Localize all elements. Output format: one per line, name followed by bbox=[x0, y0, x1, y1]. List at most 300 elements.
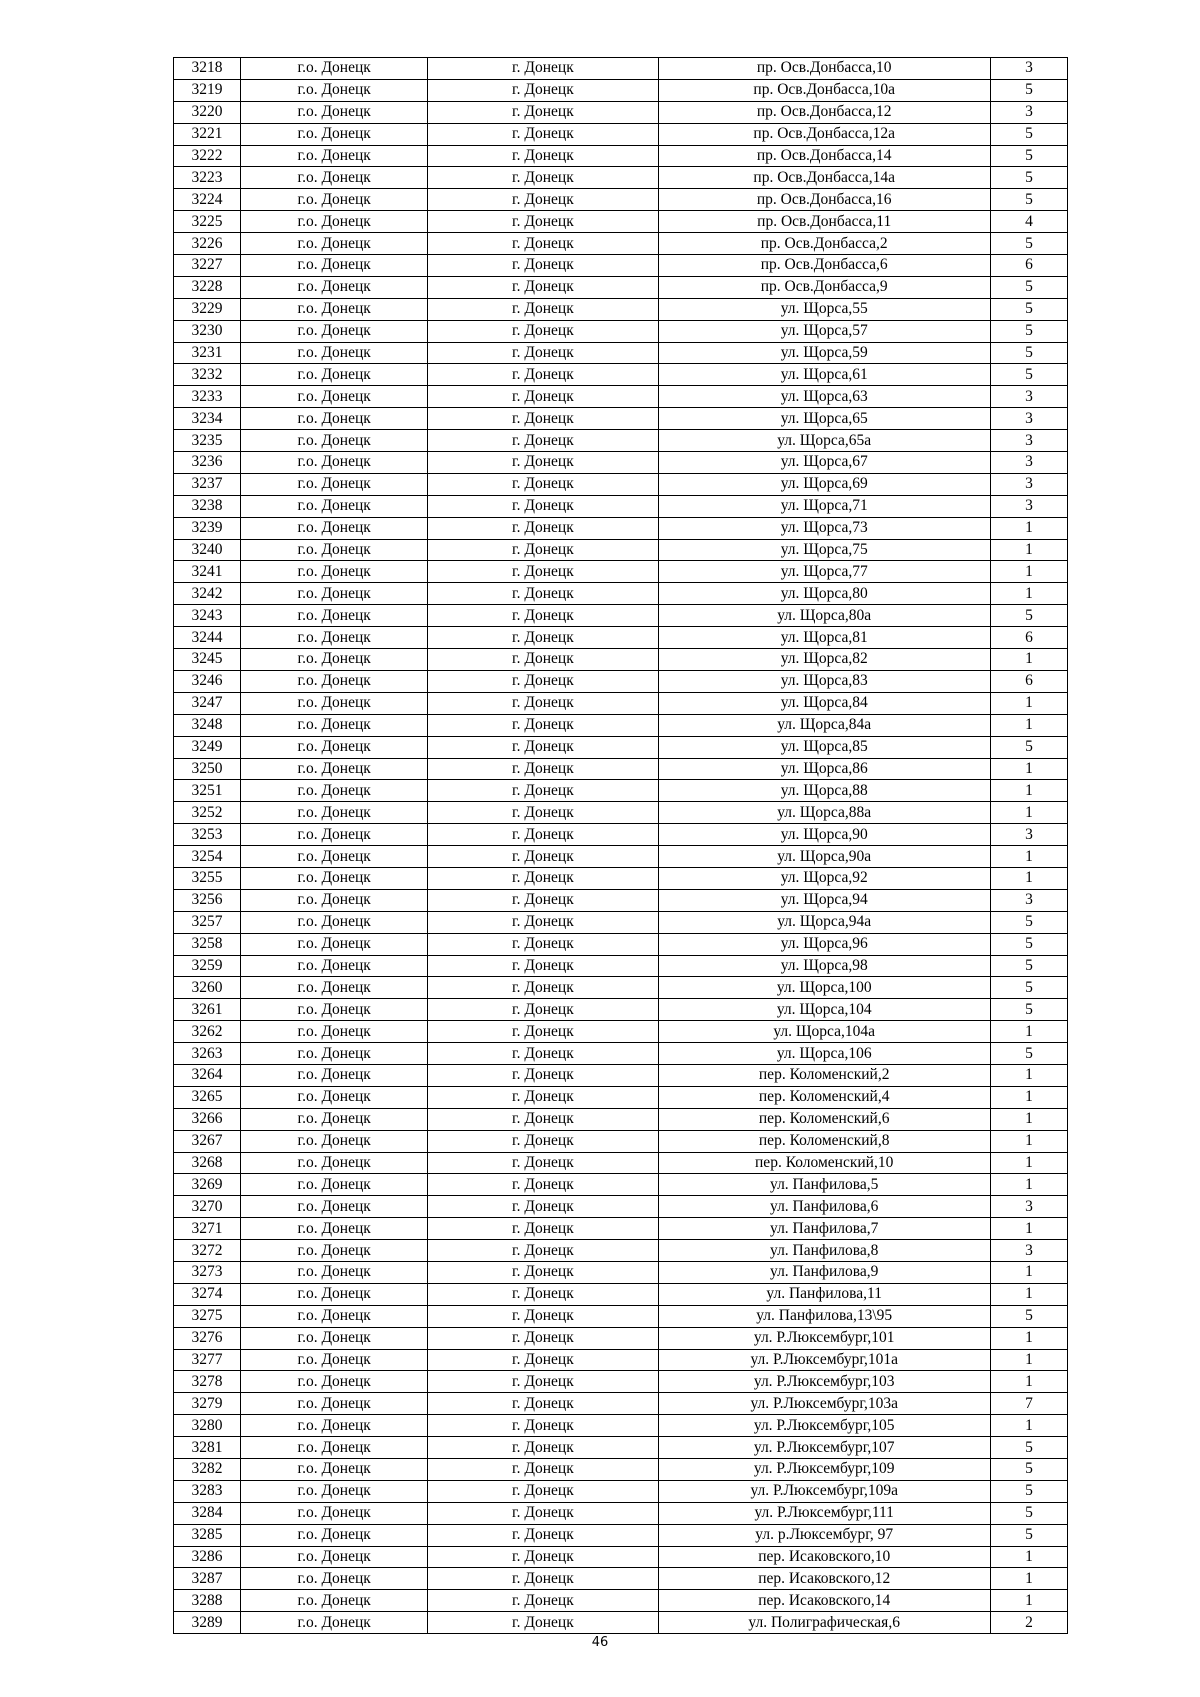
city-cell: г. Донецк bbox=[428, 452, 658, 474]
table-row bbox=[174, 1349, 1068, 1371]
row-number-cell: 3230 bbox=[174, 320, 241, 342]
count-cell: 1 bbox=[990, 1086, 1067, 1108]
district-cell: г.о. Донецк bbox=[241, 1174, 428, 1196]
city-cell: г. Донецк bbox=[428, 1305, 658, 1327]
row-number-cell: 3232 bbox=[174, 364, 241, 386]
count-cell: 1 bbox=[990, 1152, 1067, 1174]
table-row bbox=[174, 561, 1068, 583]
count-cell: 5 bbox=[990, 1524, 1067, 1546]
table-row bbox=[174, 1108, 1068, 1130]
city-cell: г. Донецк bbox=[428, 408, 658, 430]
table-row bbox=[174, 889, 1068, 911]
count-cell: 1 bbox=[990, 649, 1067, 671]
row-number-cell: 3229 bbox=[174, 298, 241, 320]
district-cell: г.о. Донецк bbox=[241, 583, 428, 605]
address-cell: ул. Щорса,96 bbox=[658, 933, 990, 955]
row-number-cell: 3281 bbox=[174, 1437, 241, 1459]
district-cell: г.о. Донецк bbox=[241, 1349, 428, 1371]
city-cell: г. Донецк bbox=[428, 1196, 658, 1218]
table-row bbox=[174, 1086, 1068, 1108]
district-cell: г.о. Донецк bbox=[241, 605, 428, 627]
table-row bbox=[174, 342, 1068, 364]
city-cell: г. Донецк bbox=[428, 889, 658, 911]
table-row bbox=[174, 58, 1068, 80]
district-cell: г.о. Донецк bbox=[241, 1524, 428, 1546]
count-cell: 1 bbox=[990, 1568, 1067, 1590]
address-cell: пер. Исаковского,14 bbox=[658, 1590, 990, 1612]
count-cell: 3 bbox=[990, 1196, 1067, 1218]
address-cell: ул. Р.Люксембург,101а bbox=[658, 1349, 990, 1371]
address-cell: пер. Исаковского,10 bbox=[658, 1546, 990, 1568]
row-number-cell: 3251 bbox=[174, 780, 241, 802]
count-cell: 5 bbox=[990, 933, 1067, 955]
city-cell: г. Донецк bbox=[428, 79, 658, 101]
table-row bbox=[174, 167, 1068, 189]
city-cell: г. Донецк bbox=[428, 58, 658, 80]
table-row bbox=[174, 189, 1068, 211]
row-number-cell: 3286 bbox=[174, 1546, 241, 1568]
address-cell: ул. Щорса,106 bbox=[658, 1043, 990, 1065]
row-number-cell: 3231 bbox=[174, 342, 241, 364]
city-cell: г. Донецк bbox=[428, 517, 658, 539]
city-cell: г. Донецк bbox=[428, 1108, 658, 1130]
district-cell: г.о. Донецк bbox=[241, 473, 428, 495]
district-cell: г.о. Донецк bbox=[241, 1415, 428, 1437]
address-cell: ул. Р.Люксембург,103 bbox=[658, 1371, 990, 1393]
address-cell: ул. Панфилова,13\95 bbox=[658, 1305, 990, 1327]
row-number-cell: 3240 bbox=[174, 539, 241, 561]
address-cell: ул. Щорса,84 bbox=[658, 692, 990, 714]
district-cell: г.о. Донецк bbox=[241, 1502, 428, 1524]
city-cell: г. Донецк bbox=[428, 298, 658, 320]
city-cell: г. Донецк bbox=[428, 1502, 658, 1524]
table-row bbox=[174, 867, 1068, 889]
row-number-cell: 3252 bbox=[174, 802, 241, 824]
row-number-cell: 3241 bbox=[174, 561, 241, 583]
city-cell: г. Донецк bbox=[428, 233, 658, 255]
row-number-cell: 3247 bbox=[174, 692, 241, 714]
district-cell: г.о. Донецк bbox=[241, 955, 428, 977]
city-cell: г. Донецк bbox=[428, 1568, 658, 1590]
table-row bbox=[174, 1590, 1068, 1612]
table-row bbox=[174, 758, 1068, 780]
row-number-cell: 3223 bbox=[174, 167, 241, 189]
address-cell: ул. Щорса,98 bbox=[658, 955, 990, 977]
district-cell: г.о. Донецк bbox=[241, 101, 428, 123]
row-number-cell: 3245 bbox=[174, 649, 241, 671]
city-cell: г. Донецк bbox=[428, 1437, 658, 1459]
table-row bbox=[174, 123, 1068, 145]
row-number-cell: 3221 bbox=[174, 123, 241, 145]
table-row bbox=[174, 79, 1068, 101]
district-cell: г.о. Донецк bbox=[241, 1546, 428, 1568]
address-cell: ул. Панфилова,11 bbox=[658, 1283, 990, 1305]
city-cell: г. Донецк bbox=[428, 1261, 658, 1283]
table-row bbox=[174, 211, 1068, 233]
city-cell: г. Донецк bbox=[428, 539, 658, 561]
city-cell: г. Донецк bbox=[428, 1327, 658, 1349]
address-cell: ул. Р.Люксембург,111 bbox=[658, 1502, 990, 1524]
row-number-cell: 3270 bbox=[174, 1196, 241, 1218]
district-cell: г.о. Донецк bbox=[241, 539, 428, 561]
count-cell: 6 bbox=[990, 670, 1067, 692]
district-cell: г.о. Донецк bbox=[241, 824, 428, 846]
count-cell: 5 bbox=[990, 977, 1067, 999]
district-cell: г.о. Донецк bbox=[241, 452, 428, 474]
address-cell: пр. Осв.Донбасса,10 bbox=[658, 58, 990, 80]
district-cell: г.о. Донецк bbox=[241, 386, 428, 408]
city-cell: г. Донецк bbox=[428, 1218, 658, 1240]
district-cell: г.о. Донецк bbox=[241, 889, 428, 911]
table-row bbox=[174, 627, 1068, 649]
count-cell: 1 bbox=[990, 1064, 1067, 1086]
count-cell: 6 bbox=[990, 627, 1067, 649]
count-cell: 5 bbox=[990, 342, 1067, 364]
row-number-cell: 3283 bbox=[174, 1480, 241, 1502]
row-number-cell: 3287 bbox=[174, 1568, 241, 1590]
table-row bbox=[174, 452, 1068, 474]
district-cell: г.о. Донецк bbox=[241, 649, 428, 671]
table-row bbox=[174, 1130, 1068, 1152]
city-cell: г. Донецк bbox=[428, 1130, 658, 1152]
city-cell: г. Донецк bbox=[428, 561, 658, 583]
city-cell: г. Донецк bbox=[428, 627, 658, 649]
count-cell: 3 bbox=[990, 430, 1067, 452]
table-row bbox=[174, 802, 1068, 824]
count-cell: 1 bbox=[990, 1261, 1067, 1283]
row-number-cell: 3227 bbox=[174, 255, 241, 277]
count-cell: 5 bbox=[990, 1043, 1067, 1065]
address-cell: ул. Щорса,69 bbox=[658, 473, 990, 495]
count-cell: 3 bbox=[990, 495, 1067, 517]
count-cell: 1 bbox=[990, 1546, 1067, 1568]
table-row bbox=[174, 386, 1068, 408]
row-number-cell: 3256 bbox=[174, 889, 241, 911]
row-number-cell: 3289 bbox=[174, 1612, 241, 1634]
address-cell: ул. Щорса,88а bbox=[658, 802, 990, 824]
district-cell: г.о. Донецк bbox=[241, 1459, 428, 1481]
address-cell: ул. Полиграфическая,6 bbox=[658, 1612, 990, 1634]
district-cell: г.о. Донецк bbox=[241, 58, 428, 80]
district-cell: г.о. Донецк bbox=[241, 1086, 428, 1108]
district-cell: г.о. Донецк bbox=[241, 1590, 428, 1612]
address-cell: ул. Щорса,100 bbox=[658, 977, 990, 999]
count-cell: 5 bbox=[990, 1480, 1067, 1502]
row-number-cell: 3246 bbox=[174, 670, 241, 692]
city-cell: г. Донецк bbox=[428, 1393, 658, 1415]
address-cell: ул. Щорса,80 bbox=[658, 583, 990, 605]
row-number-cell: 3234 bbox=[174, 408, 241, 430]
table-row bbox=[174, 1174, 1068, 1196]
table-row bbox=[174, 999, 1068, 1021]
row-number-cell: 3242 bbox=[174, 583, 241, 605]
count-cell: 1 bbox=[990, 758, 1067, 780]
count-cell: 1 bbox=[990, 1349, 1067, 1371]
count-cell: 3 bbox=[990, 408, 1067, 430]
table-row bbox=[174, 364, 1068, 386]
address-cell: пр. Осв.Донбасса,14 bbox=[658, 145, 990, 167]
row-number-cell: 3269 bbox=[174, 1174, 241, 1196]
row-number-cell: 3275 bbox=[174, 1305, 241, 1327]
row-number-cell: 3238 bbox=[174, 495, 241, 517]
city-cell: г. Донецк bbox=[428, 692, 658, 714]
district-cell: г.о. Донецк bbox=[241, 1043, 428, 1065]
address-cell: ул. Щорса,82 bbox=[658, 649, 990, 671]
district-cell: г.о. Донецк bbox=[241, 495, 428, 517]
count-cell: 5 bbox=[990, 189, 1067, 211]
address-cell: ул. Щорса,84а bbox=[658, 714, 990, 736]
district-cell: г.о. Донецк bbox=[241, 758, 428, 780]
city-cell: г. Донецк bbox=[428, 780, 658, 802]
row-number-cell: 3277 bbox=[174, 1349, 241, 1371]
district-cell: г.о. Донецк bbox=[241, 1393, 428, 1415]
city-cell: г. Донецк bbox=[428, 911, 658, 933]
count-cell: 1 bbox=[990, 780, 1067, 802]
count-cell: 5 bbox=[990, 1459, 1067, 1481]
address-table-body bbox=[174, 58, 1068, 1634]
row-number-cell: 3266 bbox=[174, 1108, 241, 1130]
table-row bbox=[174, 955, 1068, 977]
table-row bbox=[174, 1568, 1068, 1590]
city-cell: г. Донецк bbox=[428, 802, 658, 824]
address-cell: ул. Панфилова,7 bbox=[658, 1218, 990, 1240]
address-cell: пр. Осв.Донбасса,6 bbox=[658, 255, 990, 277]
address-cell: пер. Коломенский,10 bbox=[658, 1152, 990, 1174]
district-cell: г.о. Донецк bbox=[241, 145, 428, 167]
table-row bbox=[174, 101, 1068, 123]
table-row bbox=[174, 824, 1068, 846]
city-cell: г. Донецк bbox=[428, 320, 658, 342]
count-cell: 5 bbox=[990, 1502, 1067, 1524]
row-number-cell: 3272 bbox=[174, 1240, 241, 1262]
district-cell: г.о. Донецк bbox=[241, 736, 428, 758]
row-number-cell: 3233 bbox=[174, 386, 241, 408]
count-cell: 1 bbox=[990, 561, 1067, 583]
address-cell: пер. Коломенский,4 bbox=[658, 1086, 990, 1108]
row-number-cell: 3262 bbox=[174, 1021, 241, 1043]
address-cell: ул. Р.Люксембург,103а bbox=[658, 1393, 990, 1415]
district-cell: г.о. Донецк bbox=[241, 780, 428, 802]
district-cell: г.о. Донецк bbox=[241, 233, 428, 255]
city-cell: г. Донецк bbox=[428, 1064, 658, 1086]
city-cell: г. Донецк bbox=[428, 386, 658, 408]
row-number-cell: 3259 bbox=[174, 955, 241, 977]
table-row bbox=[174, 539, 1068, 561]
table-row bbox=[174, 846, 1068, 868]
address-cell: ул. Щорса,86 bbox=[658, 758, 990, 780]
count-cell: 1 bbox=[990, 1218, 1067, 1240]
district-cell: г.о. Донецк bbox=[241, 714, 428, 736]
address-cell: пр. Осв.Донбасса,14а bbox=[658, 167, 990, 189]
district-cell: г.о. Донецк bbox=[241, 211, 428, 233]
count-cell: 1 bbox=[990, 1371, 1067, 1393]
row-number-cell: 3268 bbox=[174, 1152, 241, 1174]
city-cell: г. Донецк bbox=[428, 211, 658, 233]
count-cell: 5 bbox=[990, 999, 1067, 1021]
row-number-cell: 3279 bbox=[174, 1393, 241, 1415]
district-cell: г.о. Донецк bbox=[241, 1152, 428, 1174]
row-number-cell: 3282 bbox=[174, 1459, 241, 1481]
district-cell: г.о. Донецк bbox=[241, 846, 428, 868]
row-number-cell: 3220 bbox=[174, 101, 241, 123]
table-row bbox=[174, 780, 1068, 802]
table-row bbox=[174, 233, 1068, 255]
address-cell: пр. Осв.Донбасса,12 bbox=[658, 101, 990, 123]
row-number-cell: 3273 bbox=[174, 1261, 241, 1283]
city-cell: г. Донецк bbox=[428, 1086, 658, 1108]
address-cell: ул. Щорса,80а bbox=[658, 605, 990, 627]
district-cell: г.о. Донецк bbox=[241, 1196, 428, 1218]
table-row bbox=[174, 1546, 1068, 1568]
count-cell: 3 bbox=[990, 452, 1067, 474]
row-number-cell: 3237 bbox=[174, 473, 241, 495]
district-cell: г.о. Донецк bbox=[241, 298, 428, 320]
row-number-cell: 3219 bbox=[174, 79, 241, 101]
address-cell: ул. Панфилова,6 bbox=[658, 1196, 990, 1218]
row-number-cell: 3222 bbox=[174, 145, 241, 167]
row-number-cell: 3264 bbox=[174, 1064, 241, 1086]
table-row bbox=[174, 473, 1068, 495]
row-number-cell: 3276 bbox=[174, 1327, 241, 1349]
table-row bbox=[174, 1218, 1068, 1240]
district-cell: г.о. Донецк bbox=[241, 276, 428, 298]
table-row bbox=[174, 1371, 1068, 1393]
count-cell: 1 bbox=[990, 1108, 1067, 1130]
city-cell: г. Донецк bbox=[428, 430, 658, 452]
district-cell: г.о. Донецк bbox=[241, 320, 428, 342]
table-row bbox=[174, 1196, 1068, 1218]
count-cell: 5 bbox=[990, 736, 1067, 758]
count-cell: 7 bbox=[990, 1393, 1067, 1415]
count-cell: 5 bbox=[990, 123, 1067, 145]
address-cell: ул. Щорса,67 bbox=[658, 452, 990, 474]
count-cell: 5 bbox=[990, 911, 1067, 933]
row-number-cell: 3261 bbox=[174, 999, 241, 1021]
city-cell: г. Донецк bbox=[428, 276, 658, 298]
count-cell: 1 bbox=[990, 517, 1067, 539]
address-cell: ул. Щорса,57 bbox=[658, 320, 990, 342]
city-cell: г. Донецк bbox=[428, 1152, 658, 1174]
address-cell: ул. Щорса,71 bbox=[658, 495, 990, 517]
count-cell: 5 bbox=[990, 1437, 1067, 1459]
district-cell: г.о. Донецк bbox=[241, 255, 428, 277]
district-cell: г.о. Донецк bbox=[241, 364, 428, 386]
city-cell: г. Донецк bbox=[428, 999, 658, 1021]
city-cell: г. Донецк bbox=[428, 955, 658, 977]
table-row bbox=[174, 1261, 1068, 1283]
city-cell: г. Донецк bbox=[428, 1480, 658, 1502]
table-row bbox=[174, 495, 1068, 517]
city-cell: г. Донецк bbox=[428, 933, 658, 955]
table-row bbox=[174, 1327, 1068, 1349]
city-cell: г. Донецк bbox=[428, 1546, 658, 1568]
table-row bbox=[174, 276, 1068, 298]
address-cell: пр. Осв.Донбасса,12а bbox=[658, 123, 990, 145]
address-cell: пр. Осв.Донбасса,2 bbox=[658, 233, 990, 255]
row-number-cell: 3267 bbox=[174, 1130, 241, 1152]
count-cell: 1 bbox=[990, 1130, 1067, 1152]
address-cell: ул. Щорса,63 bbox=[658, 386, 990, 408]
city-cell: г. Донецк bbox=[428, 1590, 658, 1612]
count-cell: 1 bbox=[990, 1327, 1067, 1349]
row-number-cell: 3239 bbox=[174, 517, 241, 539]
table-row bbox=[174, 1437, 1068, 1459]
count-cell: 5 bbox=[990, 1305, 1067, 1327]
count-cell: 5 bbox=[990, 364, 1067, 386]
count-cell: 6 bbox=[990, 255, 1067, 277]
count-cell: 1 bbox=[990, 539, 1067, 561]
table-row bbox=[174, 1064, 1068, 1086]
district-cell: г.о. Донецк bbox=[241, 167, 428, 189]
row-number-cell: 3225 bbox=[174, 211, 241, 233]
row-number-cell: 3288 bbox=[174, 1590, 241, 1612]
address-cell: ул. Щорса,65 bbox=[658, 408, 990, 430]
count-cell: 1 bbox=[990, 1021, 1067, 1043]
district-cell: г.о. Донецк bbox=[241, 1612, 428, 1634]
district-cell: г.о. Донецк bbox=[241, 1283, 428, 1305]
count-cell: 5 bbox=[990, 320, 1067, 342]
district-cell: г.о. Донецк bbox=[241, 1437, 428, 1459]
address-cell: ул. Р.Люксембург,109а bbox=[658, 1480, 990, 1502]
district-cell: г.о. Донецк bbox=[241, 692, 428, 714]
table-row bbox=[174, 1480, 1068, 1502]
count-cell: 1 bbox=[990, 1174, 1067, 1196]
table-row bbox=[174, 430, 1068, 452]
city-cell: г. Донецк bbox=[428, 583, 658, 605]
district-cell: г.о. Донецк bbox=[241, 670, 428, 692]
row-number-cell: 3258 bbox=[174, 933, 241, 955]
count-cell: 1 bbox=[990, 1590, 1067, 1612]
table-row bbox=[174, 1043, 1068, 1065]
row-number-cell: 3254 bbox=[174, 846, 241, 868]
address-cell: ул. Р.Люксембург,101 bbox=[658, 1327, 990, 1349]
city-cell: г. Донецк bbox=[428, 1174, 658, 1196]
district-cell: г.о. Донецк bbox=[241, 933, 428, 955]
count-cell: 5 bbox=[990, 276, 1067, 298]
table-row bbox=[174, 1283, 1068, 1305]
count-cell: 1 bbox=[990, 1415, 1067, 1437]
district-cell: г.о. Донецк bbox=[241, 802, 428, 824]
table-row bbox=[174, 408, 1068, 430]
table-row bbox=[174, 1612, 1068, 1634]
count-cell: 5 bbox=[990, 145, 1067, 167]
address-cell: пр. Осв.Донбасса,16 bbox=[658, 189, 990, 211]
table-row bbox=[174, 736, 1068, 758]
address-cell: ул. Панфилова,5 bbox=[658, 1174, 990, 1196]
district-cell: г.о. Донецк bbox=[241, 517, 428, 539]
address-cell: ул. Щорса,90а bbox=[658, 846, 990, 868]
address-cell: пр. Осв.Донбасса,9 bbox=[658, 276, 990, 298]
district-cell: г.о. Донецк bbox=[241, 1240, 428, 1262]
row-number-cell: 3280 bbox=[174, 1415, 241, 1437]
address-cell: ул. Щорса,83 bbox=[658, 670, 990, 692]
count-cell: 3 bbox=[990, 824, 1067, 846]
city-cell: г. Донецк bbox=[428, 977, 658, 999]
city-cell: г. Донецк bbox=[428, 145, 658, 167]
address-cell: ул. Панфилова,8 bbox=[658, 1240, 990, 1262]
address-cell: ул. Щорса,75 bbox=[658, 539, 990, 561]
table-row bbox=[174, 320, 1068, 342]
count-cell: 5 bbox=[990, 605, 1067, 627]
table-row bbox=[174, 1152, 1068, 1174]
address-table bbox=[173, 57, 1068, 1634]
address-cell: ул. Р.Люксембург,107 bbox=[658, 1437, 990, 1459]
district-cell: г.о. Донецк bbox=[241, 999, 428, 1021]
table-row bbox=[174, 145, 1068, 167]
table-row bbox=[174, 605, 1068, 627]
count-cell: 1 bbox=[990, 846, 1067, 868]
table-row bbox=[174, 1502, 1068, 1524]
